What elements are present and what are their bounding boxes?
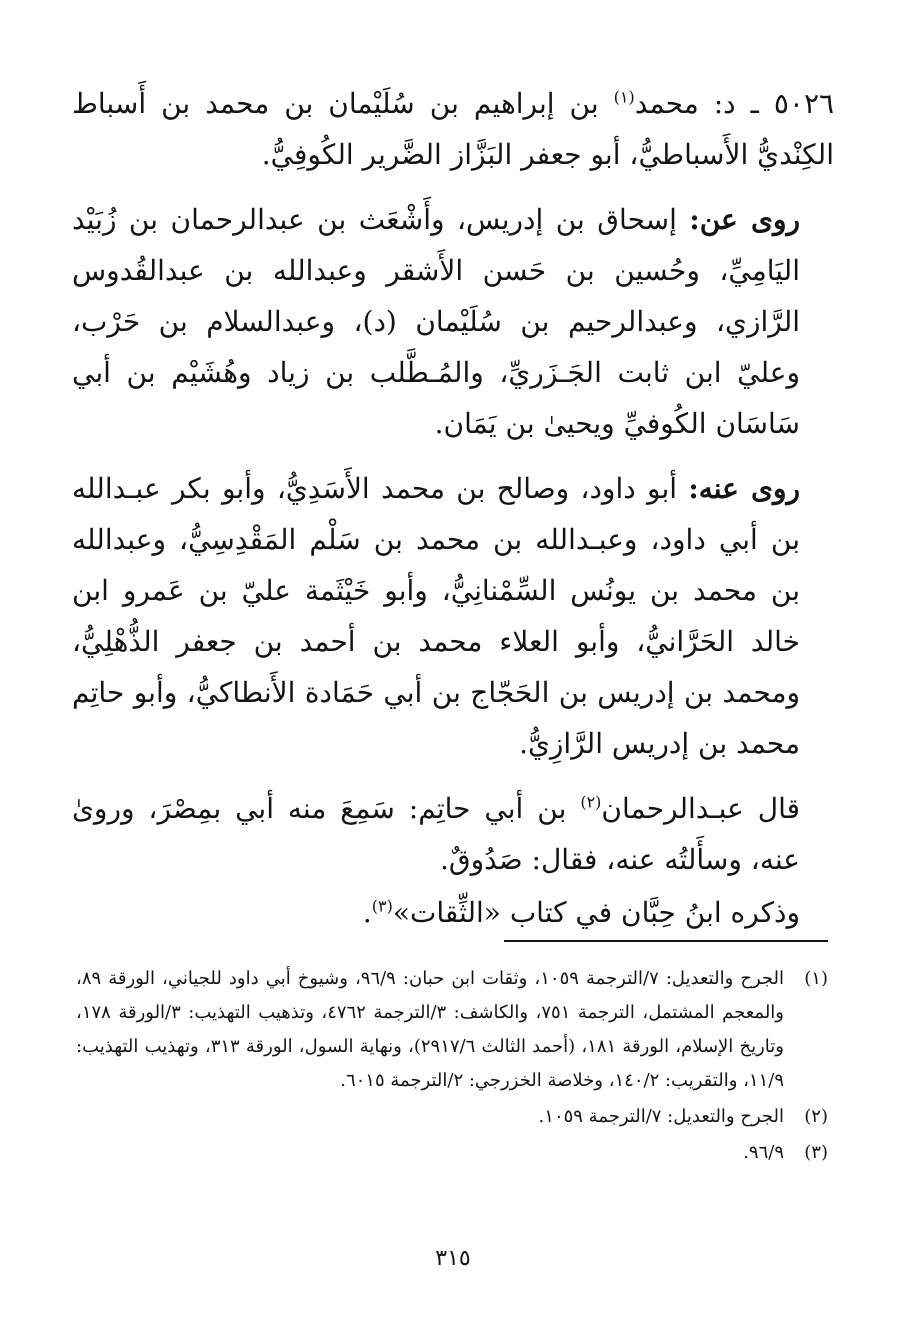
footnote-number: (١) <box>804 968 828 989</box>
narrated-by-text: أبو داود، وصالح بن محمد الأَسَدِيُّ، وأبو بكر عبـدالله بن أبي داود، وعبـدالله بن محمد بن سَلْم المَقْدِسِيُّ، وعبدالله بن محمد بن يونُس السِّمْنانِيُّ، وأبو خَيْثَمة عليّ بن عَمرو ابن خالد الحَرَّانيُّ، وأبو العلاء محمد بن أحمد بن جعفر الذُّهْلِيُّ، ومحمد بن إدريس بن الحَجّاج بن أبي حَمَادة الأَنطاكيُّ، وأبو حاتِم محمد بن إدريس الرَّازِيُّ. <box>72 472 800 760</box>
main-text <box>72 78 834 952</box>
footnote-number: (٣) <box>804 1142 828 1163</box>
statement-text: بن أبي حاتِم: سَمِعَ منه أبي بمِصْرَ، وروىٰ عنه، وسأَلتُه عنه، فقال: صَدُوقٌ. <box>72 792 800 876</box>
narrated-from-label: روى عن: <box>689 203 800 236</box>
footnote-marker-2: (٢) <box>580 792 602 812</box>
narrated-by-label: روى عنه: <box>688 472 800 505</box>
page-number: ٣١٥ <box>435 1246 471 1271</box>
footnote-2 <box>76 1100 828 1134</box>
narrated-from-text: إسحاق بن إدريس، وأَشْعَث بن عبدالرحمان بن زُبَيْد اليَامِيِّ، وحُسين بن حَسن الأَشقر وعبدالله بن عبدالقُدوس الرَّازي، وعبدالرحيم بن سُلَيْمان (د)، وعبدالسلام بن حَرْب، وعليّ ابن ثابت الجَـزَريِّ، والمُـطَّلب بن زياد وهُشَيْم بن أبي سَاسَان الكُوفيِّ ويحيىٰ بن يَمَان. <box>72 203 800 440</box>
footnote-text: الجرح والتعديل: ٧/الترجمة ١٠٥٩. <box>538 1106 784 1127</box>
footnote-3 <box>76 1136 828 1170</box>
mention-text: وذكره ابنُ حِبَّان في كتاب «الثِّقات» <box>392 896 800 929</box>
footnote-marker-1: (١) <box>613 87 635 107</box>
entry-number-and-name: ٥٠٢٦ ـ د: محمد <box>634 87 835 120</box>
mention-end: . <box>362 896 372 929</box>
statement-paragraph <box>72 783 834 885</box>
statement-speaker: قال عبـدالرحمان <box>601 792 801 825</box>
footnote-marker-3: (٣) <box>371 896 393 916</box>
footnote-separator <box>504 940 828 942</box>
entry-lineage: بن إبراهيم بن سُلَيْمان بن محمد بن أَسباط الكِنْديُّ الأَسباطيُّ، أبو جعفر البَزَّاز الضَّرير الكُوفِيُّ. <box>72 87 834 171</box>
narrated-by-paragraph <box>72 463 834 769</box>
footnote-text: الجرح والتعديل: ٧/الترجمة ١٠٥٩، وثقات ابن حبان: ٩٦/٩، وشيوخ أبي داود للجياني، الورقة ٨٩، والمعجم المشتمل، الترجمة ٧٥١، والكاشف: ٣/الترجمة ٤٧٦٢، وتذهيب التهذيب: ٣/الورقة ١٧٨، وتاريخ الإسلام، الورقة ١٨١، (أحمد الثالث ٢٩١٧/٦)، ونهاية السول، الورقة ٣١٣، وتهذيب التهذيب: ١١/٩، والتقريب: ١٤٠/٢، وخلاصة الخزرجي: ٢/الترجمة ٦٠١٥. <box>76 968 784 1091</box>
footnote-text: ٩٦/٩. <box>743 1142 784 1163</box>
footnotes <box>76 962 828 1172</box>
narrated-from-paragraph <box>72 194 834 449</box>
footnote-1 <box>76 962 828 1098</box>
entry-heading <box>72 78 834 180</box>
mention-paragraph <box>72 887 834 938</box>
footnote-number: (٢) <box>804 1106 828 1127</box>
